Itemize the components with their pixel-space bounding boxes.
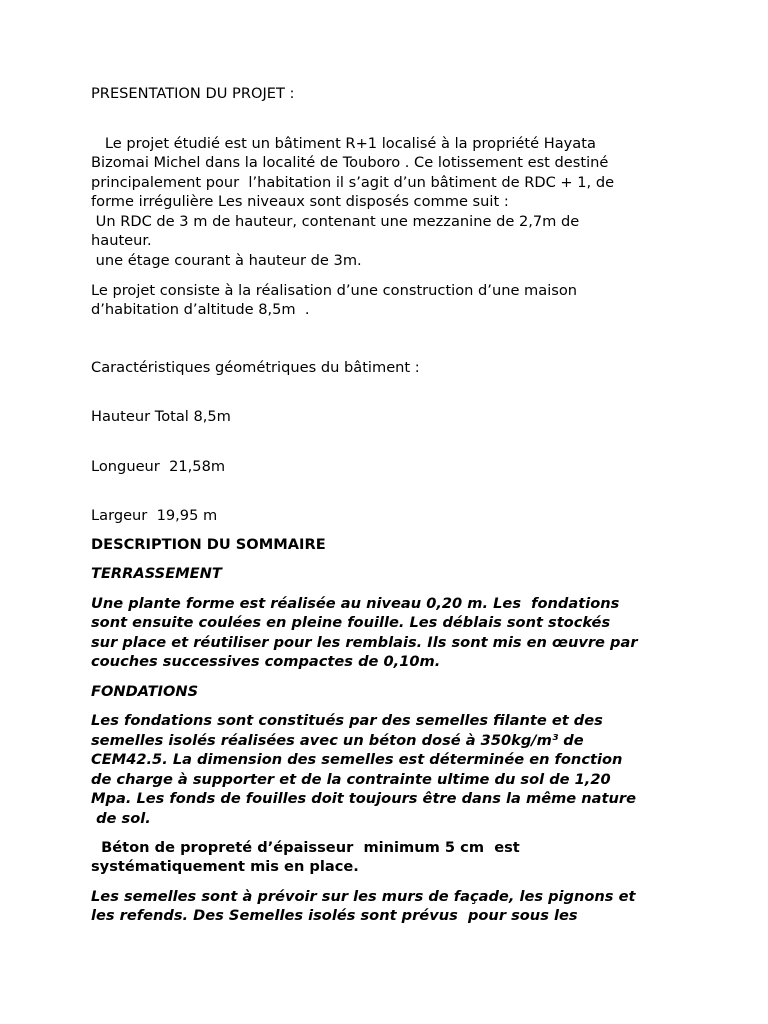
terrassement-line-3: sur place et réutiliser pour les remblais. Ils sont mis en œuvre par — [91, 634, 638, 651]
fondations-line-6: de sol. — [91, 810, 151, 827]
presentation-heading: PRESENTATION DU PROJET : — [91, 85, 295, 102]
geometry-length: Longueur 21,58m — [91, 458, 226, 475]
geometry-heading: Caractéristiques géométriques du bâtiment : — [91, 359, 420, 376]
terrassement-line-1: Une plante forme est réalisée au niveau 0,20 m. Les fondations — [91, 595, 620, 612]
beton-line-2: systématiquement mis en place. — [91, 858, 359, 875]
beton-line-1: Béton de propreté d’épaisseur minimum 5 cm est — [91, 839, 520, 856]
intro-line-1: Le projet étudié est un bâtiment R+1 localisé à la propriété Hayata — [91, 135, 596, 152]
intro-line-3: principalement pour l’habitation il s’agit d’un bâtiment de RDC + 1, de — [91, 174, 615, 191]
bullet-item-1-continuation: hauteur. — [91, 232, 152, 249]
geometry-width: Largeur 19,95 m — [91, 507, 218, 524]
consists-line-1: Le projet consiste à la réalisation d’une construction d’une maison — [91, 282, 578, 299]
bullet-item-2: une étage courant à hauteur de 3m. — [91, 252, 362, 269]
semelles-line-2: les refends. Des Semelles isolés sont prévus pour sous les — [91, 907, 578, 924]
semelles-line-1: Les semelles sont à prévoir sur les murs de façade, les pignons et — [91, 888, 636, 905]
fondations-line-3: CEM42.5. La dimension des semelles est déterminée en fonction — [91, 751, 623, 768]
terrassement-line-4: couches successives compactes de 0,10m. — [91, 653, 441, 670]
intro-line-2: Bizomai Michel dans la localité de Touboro . Ce lotissement est destiné — [91, 154, 609, 171]
geometry-height: Hauteur Total 8,5m — [91, 408, 231, 425]
fondations-line-4: de charge à supporter et de la contrainte ultime du sol de 1,20 — [91, 771, 611, 788]
intro-line-4: forme irrégulière Les niveaux sont disposés comme suit : — [91, 193, 509, 210]
terrassement-heading: TERRASSEMENT — [91, 565, 222, 582]
fondations-heading: FONDATIONS — [91, 683, 199, 700]
consists-line-2: d’habitation d’altitude 8,5m . — [91, 301, 310, 318]
sommaire-heading: DESCRIPTION DU SOMMAIRE — [91, 536, 326, 553]
terrassement-line-2: sont ensuite coulées en pleine fouille. Les déblais sont stockés — [91, 614, 611, 631]
bullet-item-1: Un RDC de 3 m de hauteur, contenant une mezzanine de 2,7m de — [91, 213, 580, 230]
fondations-line-5: Mpa. Les fonds de fouilles doit toujours être dans la même nature — [91, 790, 636, 807]
fondations-line-1: Les fondations sont constitués par des semelles filante et des — [91, 712, 603, 729]
fondations-line-2: semelles isolés réalisées avec un béton dosé à 350kg/m³ de — [91, 732, 584, 749]
